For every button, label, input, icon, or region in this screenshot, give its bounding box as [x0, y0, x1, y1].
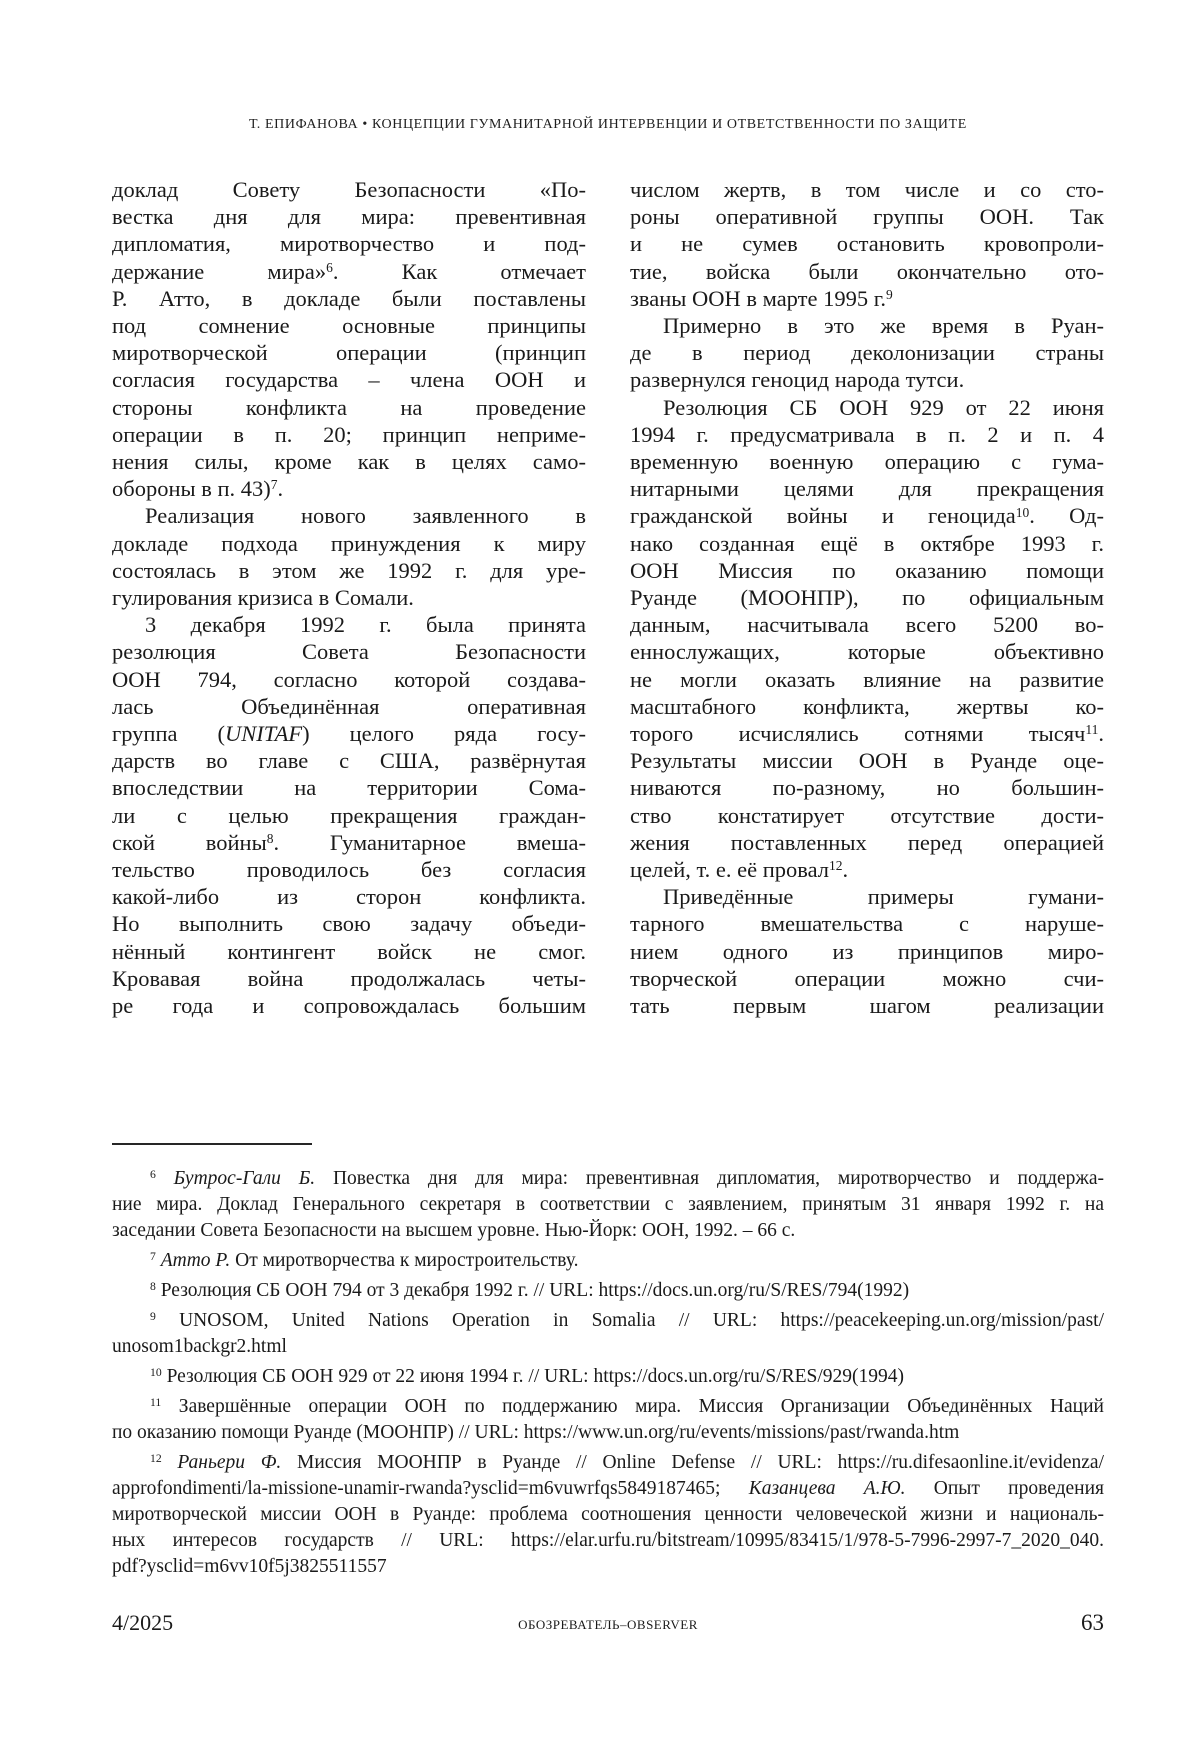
body-text-line [112, 339, 586, 366]
text-run: ре года и сопровождалась большим [112, 993, 586, 1019]
footnote-marker: 6 [326, 259, 333, 275]
body-text-line [630, 611, 1104, 638]
text-run: дипломатия, миротворчество и под- [112, 231, 586, 257]
body-text-line [112, 910, 586, 937]
text-run: . Как отмечает [332, 258, 586, 284]
text-run: pdf?ysclid=m6vv10f5j3825511557 [112, 1556, 387, 1577]
footnote-marker: 7 [270, 477, 278, 493]
italic-text: Казанцева А.Ю. [748, 1478, 906, 1499]
body-text-line [630, 339, 1104, 366]
text-run: Завершённые операции ООН по поддержанию мира. Миссия Организации Объединённых Наций [161, 1396, 1104, 1417]
running-header: Т. ЕПИФАНОВА • КОНЦЕПЦИИ ГУМАНИТАРНОЙ ИНТЕРВЕНЦИИ И ОТВЕТСТВЕННОСТИ ПО ЗАЩИТЕ [249, 117, 967, 132]
text-run: миротворческой миссии ООН в Руанде: проблема соотношения ценности человеческой жизни и националь- [112, 1504, 1104, 1525]
body-text-line [630, 530, 1104, 557]
text-run [162, 1452, 178, 1473]
footnote-line [112, 1528, 1104, 1554]
body-text-line [112, 802, 586, 829]
body-text-line [112, 992, 586, 1019]
body-text-line [112, 584, 586, 611]
body-text-line [112, 230, 586, 257]
footnote-line [112, 1502, 1104, 1528]
footnote-line [112, 1554, 1104, 1580]
body-text-line [630, 475, 1104, 502]
text-run: еннослужащих, которые объективно [630, 639, 1104, 665]
footer-journal-title: ОБОЗРЕВАТЕЛЬ–OBSERVER [518, 1617, 698, 1632]
text-run: не могли оказать влияние на развитие [630, 666, 1104, 692]
footnote-line [112, 1248, 1104, 1274]
text-run: Резолюция СБ ООН 929 от 22 июня [663, 394, 1104, 420]
text-run: нённый контингент войск не смог. [112, 938, 586, 964]
text-run: числом жертв, в том числе и со сто- [630, 177, 1104, 202]
text-run: миротворческой операции (принцип [112, 340, 586, 366]
footnote-line [112, 1278, 1104, 1304]
text-run: развернулся геноцид народа тутси. [630, 367, 965, 393]
body-column-left [112, 176, 586, 1019]
footnote-marker: 9 [150, 1310, 156, 1324]
footnote-line [112, 1450, 1104, 1476]
text-run: Примерно в это же время в Руан- [663, 313, 1104, 339]
text-run: жения поставленных перед операцией [630, 829, 1104, 855]
body-text-line [112, 666, 586, 693]
body-text-line [630, 774, 1104, 801]
text-run: Но выполнить свою задачу объеди- [112, 911, 586, 937]
footnote-line [112, 1218, 1104, 1244]
body-text-line [112, 366, 586, 393]
text-run: де в период деколонизации страны [630, 340, 1104, 366]
body-text-line [112, 203, 586, 230]
footnote-line [112, 1166, 1104, 1192]
text-run: операции в п. 20; принцип неприме- [112, 421, 586, 447]
body-text-line [630, 285, 1104, 312]
body-text-line [630, 176, 1104, 203]
text-run: временную военную операцию с гума- [630, 449, 1104, 475]
footnote-marker: 9 [886, 287, 893, 303]
text-run: нием одного из принципов миро- [630, 938, 1104, 964]
body-text-line [630, 802, 1104, 829]
text-run: званы ООН в марте 1995 г. [630, 285, 887, 311]
body-text-line [112, 747, 586, 774]
text-run: Кровавая война продолжалась четы- [112, 965, 586, 991]
footnote-marker: 11 [1085, 722, 1099, 738]
text-run: . Гуманитарное вмеша- [273, 829, 586, 855]
text-run: обороны в п. 43) [112, 476, 271, 502]
body-text-line [630, 584, 1104, 611]
text-run: резолюция Совета Безопасности [112, 639, 586, 665]
body-text-line [630, 366, 1104, 393]
text-run: Резолюция СБ ООН 794 от 3 декабря 1992 г. // URL: https://docs.un.org/ru/S/RES/794(1992) [155, 1280, 910, 1301]
text-run: Миссия МООНПР в Руанде // Online Defense // URL: https://ru.difesaonline.it/evidenza/ [281, 1452, 1104, 1473]
text-run: . [277, 476, 284, 502]
text-run: какой-либо из сторон конфликта. [112, 884, 586, 910]
text-run: заседании Совета Безопасности на высшем уровне. Нью-Йорк: ООН, 1992. – 66 с. [112, 1220, 796, 1241]
footnote-line [112, 1394, 1104, 1420]
text-run: 3 декабря 1992 г. была принята [145, 612, 586, 638]
body-text-line [630, 883, 1104, 910]
text-run: докладе подхода принуждения к миру [112, 530, 586, 556]
body-text-line [112, 938, 586, 965]
footer-page-number: 63 [1081, 1610, 1104, 1635]
footnote-marker: 7 [150, 1250, 156, 1264]
body-text-line [630, 394, 1104, 421]
text-run: ние мира. Доклад Генерального секретаря в соответствии с заявлением, принятым 31 января 1992 г. на [112, 1194, 1104, 1215]
text-run: ООН Миссия по оказанию помощи [630, 557, 1104, 583]
text-run: тать первым шагом реализации [630, 993, 1104, 1019]
text-run: тие, войска были окончательно ото- [630, 258, 1104, 284]
text-run: гражданской войны и геноцида [630, 503, 1016, 529]
footnote-line [112, 1476, 1104, 1502]
text-run: От миротворчества к миростроительству. [230, 1250, 579, 1271]
body-text-line [112, 448, 586, 475]
body-text-line [112, 693, 586, 720]
text-run: ство констатирует отсутствие дости- [630, 802, 1104, 828]
italic-text: Раньери Ф. [177, 1452, 282, 1473]
footnote-marker: 12 [150, 1452, 162, 1466]
text-run: Опыт проведения [905, 1478, 1105, 1499]
body-text-line [112, 720, 586, 747]
text-run: Реализация нового заявленного в [145, 503, 586, 529]
footnote-marker: 12 [829, 858, 843, 874]
footnotes-section [112, 1166, 1104, 1580]
body-text-line [630, 693, 1104, 720]
text-run: роны оперативной группы ООН. Так [630, 204, 1104, 230]
italic-text: Бутрос-Гали Б. [173, 1168, 316, 1189]
text-run: ООН 794, согласно которой создава- [112, 666, 586, 692]
text-run: дарств во главе с США, развёрнутая [112, 748, 586, 774]
body-text-line [112, 557, 586, 584]
text-run: Резолюция СБ ООН 929 от 22 июня 1994 г. // URL: https://docs.un.org/ru/S/RES/929(1994) [161, 1366, 905, 1387]
body-text-line [112, 502, 586, 529]
body-text-line [630, 638, 1104, 665]
body-text-line [112, 475, 586, 502]
footnote-marker: 11 [150, 1396, 162, 1410]
body-text-line [630, 666, 1104, 693]
body-text-line [630, 312, 1104, 339]
text-run: и не сумев остановить кровопроли- [630, 231, 1104, 257]
body-text-line [630, 230, 1104, 257]
text-run: . [842, 857, 849, 883]
text-run: согласия государства – члена ООН и [112, 367, 586, 393]
text-run: Результаты миссии ООН в Руанде оце- [630, 748, 1104, 774]
body-text-line [630, 856, 1104, 883]
body-text-line [112, 394, 586, 421]
text-run: гулирования кризиса в Сомали. [112, 585, 414, 611]
body-text-line [112, 611, 586, 638]
body-text-line [630, 557, 1104, 584]
text-run: данным, насчитывала всего 5200 во- [630, 612, 1104, 638]
text-run [156, 1168, 174, 1189]
text-run: ) целого ряда госу- [302, 721, 586, 747]
text-run: масштабного конфликта, жертвы ко- [630, 693, 1104, 719]
body-text-line [630, 910, 1104, 937]
footnote-line [112, 1308, 1104, 1334]
text-run: вестка дня для мира: превентивная [112, 204, 586, 230]
text-run: целей, т. е. её провал [630, 857, 830, 883]
text-run: ской войны [112, 829, 267, 855]
body-text-line [630, 938, 1104, 965]
text-run: стороны конфликта на проведение [112, 394, 586, 420]
footnote-marker: 8 [150, 1280, 156, 1294]
text-run: Повестка дня для мира: превентивная дипломатия, миротворчество и поддержа- [315, 1168, 1105, 1189]
body-text-line [112, 883, 586, 910]
text-run: нитарными целями для прекращения [630, 476, 1104, 502]
text-run: 1994 г. предусматривала в п. 2 и п. 4 [630, 421, 1104, 447]
body-text-line [630, 502, 1104, 529]
text-run: approfondimenti/la-missione-unamir-rwanda?ysclid=m6vuwrfqs5849187465; [112, 1478, 749, 1499]
text-run: по оказанию помощи Руанде (МООНПР) // URL: https://www.un.org/ru/events/missions/past/rwanda.htm [112, 1422, 960, 1443]
body-text-line [630, 747, 1104, 774]
footnote-line [112, 1420, 1104, 1446]
text-run: ниваются по-разному, но большин- [630, 775, 1104, 801]
footnote-marker: 10 [150, 1366, 162, 1380]
body-text-line [112, 421, 586, 448]
body-text-line [630, 829, 1104, 856]
text-run: UNOSOM, United Nations Operation in Somalia // URL: https://peacekeeping.un.org/mission/past/ [155, 1310, 1104, 1331]
body-text-line [630, 421, 1104, 448]
text-run: впоследствии на территории Сома- [112, 775, 586, 801]
italic-text: UNITAF [225, 721, 303, 747]
footnote-marker: 8 [266, 831, 274, 847]
body-text-line [630, 965, 1104, 992]
footer-issue-number: 4/2025 [112, 1610, 174, 1635]
text-run: . Од- [1029, 503, 1104, 529]
body-text-line [112, 285, 586, 312]
footnote-marker: 6 [150, 1168, 156, 1182]
text-run: лась Объединённая оперативная [112, 693, 586, 719]
body-text-line [112, 176, 586, 203]
text-run: ли с целью прекращения граждан- [112, 802, 586, 828]
text-run: состоялась в этом же 1992 г. для уре- [112, 557, 586, 583]
body-text-line [112, 638, 586, 665]
body-text-line [112, 774, 586, 801]
text-run: под сомнение основные принципы [112, 313, 586, 339]
text-run: тельство проводилось без согласия [112, 857, 586, 883]
body-text-line [112, 258, 586, 285]
text-run: доклад Совету Безопасности «По- [112, 177, 586, 202]
body-column-right [630, 176, 1104, 1019]
body-text-line [112, 530, 586, 557]
text-run: творческой операции можно счи- [630, 965, 1104, 991]
footnote-line [112, 1192, 1104, 1218]
body-text-line [112, 856, 586, 883]
text-run: Приведённые примеры гумани- [663, 884, 1104, 910]
text-run: группа ( [112, 721, 226, 747]
body-text-line [630, 992, 1104, 1019]
italic-text: Атто Р. [160, 1250, 231, 1271]
text-run: торого исчислялись сотнями тысяч [630, 721, 1086, 747]
text-run: unosom1backgr2.html [112, 1336, 287, 1357]
text-run: тарного вмешательства с наруше- [630, 911, 1104, 937]
body-text-line [630, 203, 1104, 230]
text-run: Руанде (МООНПР), по официальным [630, 585, 1104, 611]
text-run: нако созданная ещё в октябре 1993 г. [630, 530, 1104, 556]
text-run: . [1098, 721, 1104, 747]
footnote-line [112, 1364, 1104, 1390]
body-text-line [112, 312, 586, 339]
body-text-line [112, 965, 586, 992]
text-run: Р. Атто, в докладе были поставлены [112, 285, 586, 311]
text-run: держание мира» [112, 258, 327, 284]
text-run: нения силы, кроме как в целях само- [112, 449, 586, 475]
footnote-divider-rule [112, 1143, 312, 1145]
text-run: ных интересов государств // URL: https://elar.urfu.ru/bitstream/10995/83415/1/978-5-7996-2997-7_2020_040. [112, 1530, 1104, 1551]
body-text-line [630, 258, 1104, 285]
body-text-line [112, 829, 586, 856]
page-footer [112, 1610, 1104, 1650]
body-text-line [630, 720, 1104, 747]
footnote-marker: 10 [1015, 504, 1030, 520]
body-text-line [630, 448, 1104, 475]
footnote-line [112, 1334, 1104, 1360]
